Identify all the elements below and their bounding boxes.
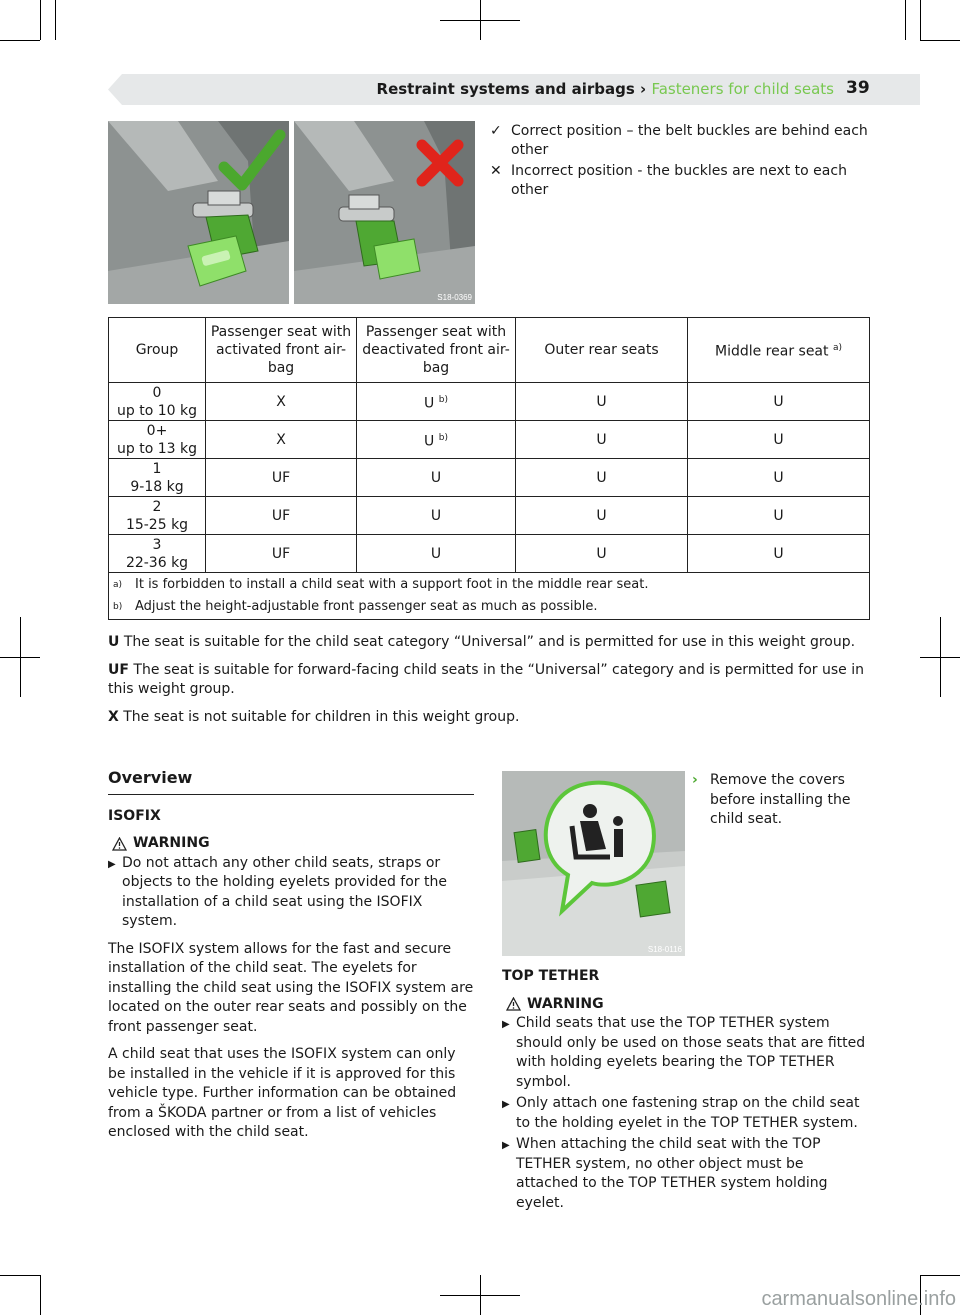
column-header: Outer rear seats xyxy=(516,318,688,383)
page-number: 39 xyxy=(846,78,870,98)
cross-icon: ✕ xyxy=(490,163,502,179)
table-cell: U xyxy=(688,383,870,421)
table-footnotes-row xyxy=(109,573,870,620)
group-weight: up to 10 kg xyxy=(117,402,197,419)
definition-text: The seat is suitable for forward-facing child seats in the “Universal” category and is permitted for use in this weight group. xyxy=(108,662,864,697)
table-cell: U xyxy=(688,421,870,459)
crop-mark xyxy=(480,0,481,40)
group-number: 2 xyxy=(152,498,162,515)
cross-mark-icon xyxy=(412,135,468,191)
table-row xyxy=(109,535,870,573)
table-cell: U xyxy=(357,497,516,535)
table-row xyxy=(109,497,870,535)
instruction-item xyxy=(692,771,870,830)
paragraph: A child seat that uses the ISOFIX system can only be installed in the vehicle if it is approved for this vehicle type. Further information can be obtained from a ŠKODA partner or from a list of vehicles enclosed with the child seat. xyxy=(108,1046,457,1140)
overview-section xyxy=(108,768,474,1143)
warning-label xyxy=(506,995,870,1015)
warning-item xyxy=(502,1014,870,1092)
group-cell xyxy=(109,497,206,535)
table-cell xyxy=(357,383,516,421)
table-header-row xyxy=(109,318,870,383)
definition-text: The seat is not suitable for children in this weight group. xyxy=(118,709,520,725)
definition-term: U xyxy=(108,634,120,650)
group-number: 0+ xyxy=(146,422,168,439)
bullet-arrow-icon: ▶ xyxy=(502,1019,510,1030)
group-cell xyxy=(109,383,206,421)
table-row xyxy=(109,421,870,459)
breadcrumb-separator: › xyxy=(640,80,647,98)
belt-correct-photo xyxy=(108,121,289,304)
group-weight: 22-36 kg xyxy=(125,554,189,571)
bullet-arrow-icon: ▶ xyxy=(108,858,116,870)
table-cell: U xyxy=(688,459,870,497)
group-cell xyxy=(109,421,206,459)
crop-mark xyxy=(20,617,21,697)
warning-text: WARNING xyxy=(527,995,604,1012)
warning-item xyxy=(502,1135,870,1213)
footnote xyxy=(113,596,865,618)
warning-item-text: When attaching the child seat with the TOP TETHER system, no other object must be attached to the TOP TETHER system holding eyelet. xyxy=(516,1136,828,1211)
crop-mark xyxy=(55,0,56,40)
group-cell xyxy=(109,535,206,573)
image-code: S18-0369 xyxy=(437,293,472,302)
crop-mark xyxy=(920,0,921,40)
bullet-arrow-icon: ▶ xyxy=(502,1099,510,1110)
footnote-text: Adjust the height-adjustable front passenger seat as much as possible. xyxy=(135,599,598,614)
warning-triangle-icon xyxy=(506,997,521,1011)
paragraph: The ISOFIX system allows for the fast and secure installation of the child seat. The eyelets for installing the child seat using the ISOFIX system are located on the outer rear seats and possibly on the front passenger seat. xyxy=(108,940,474,1035)
crop-mark xyxy=(940,617,941,697)
definition-text: The seat is suitable for the child seat category “Universal” and is permitted for use in this weight group. xyxy=(119,634,856,650)
table-cell: U xyxy=(516,383,688,421)
table-row xyxy=(109,459,870,497)
instruction-text: Remove the covers before installing the child seat. xyxy=(710,772,851,827)
table-cell: X xyxy=(206,383,357,421)
isofix-title: ISOFIX xyxy=(108,807,161,824)
table-footnotes xyxy=(109,573,870,620)
column-header xyxy=(688,318,870,383)
legend-correct xyxy=(490,122,870,160)
cell-value: U xyxy=(424,433,435,450)
footnote-mark: a) xyxy=(113,580,123,590)
column-header: Group xyxy=(109,318,206,383)
bullet-arrow-icon: ▶ xyxy=(502,1140,510,1151)
breadcrumb xyxy=(377,80,834,98)
breadcrumb-subsection: Fasteners for child seats xyxy=(651,80,834,98)
group-weight: 15-25 kg xyxy=(125,516,189,533)
footnote-ref: b) xyxy=(438,432,448,443)
table-cell: UF xyxy=(206,535,357,573)
group-cell xyxy=(109,459,206,497)
legend-text: Incorrect position - the buckles are next to each other xyxy=(511,163,847,198)
legend-incorrect xyxy=(490,162,870,200)
table-cell: UF xyxy=(206,459,357,497)
legend-text: Correct position – the belt buckles are behind each other xyxy=(511,123,868,158)
crop-mark xyxy=(0,1275,40,1276)
crop-mark xyxy=(480,1275,481,1315)
column-header: Passenger seat with activated front air-bag xyxy=(206,318,357,383)
warning-item-text: Do not attach any other child seats, straps or objects to the holding eyelets provided for the installation of a child seat using the ISOFIX system. xyxy=(122,854,447,929)
warning-item xyxy=(502,1094,870,1133)
table-cell: U xyxy=(516,535,688,573)
crop-mark xyxy=(40,1275,41,1315)
definition-term: UF xyxy=(108,662,129,678)
table-cell: U xyxy=(688,497,870,535)
watermark: carmanualsonline.info xyxy=(761,1288,956,1310)
table-cell: U xyxy=(357,459,516,497)
footnote-text: It is forbidden to install a child seat with a support foot in the middle rear seat. xyxy=(135,577,649,592)
top-tether-section xyxy=(502,967,870,1213)
definition-uf xyxy=(108,661,868,699)
column-header-text: Middle rear seat xyxy=(714,343,829,360)
breadcrumb-section: Restraint systems and airbags xyxy=(376,80,635,98)
group-weight: 9-18 kg xyxy=(130,478,184,495)
table-row xyxy=(109,383,870,421)
group-number: 1 xyxy=(152,460,162,477)
footnote xyxy=(113,574,865,596)
isofix-photo xyxy=(502,771,685,956)
footnote-ref: a) xyxy=(832,343,842,354)
belt-incorrect-photo xyxy=(294,121,475,304)
definition-u xyxy=(108,633,868,652)
table-cell xyxy=(357,421,516,459)
check-mark-icon xyxy=(216,127,286,197)
cell-value: U xyxy=(424,395,435,412)
column-header: Passenger seat with deactivated front air-bag xyxy=(357,318,516,383)
image-code: S18-0116 xyxy=(647,945,682,954)
crop-mark xyxy=(920,1275,960,1276)
child-seat-table xyxy=(108,317,870,620)
definition-term: X xyxy=(108,709,119,725)
definition-x xyxy=(108,708,868,727)
top-tether-title: TOP TETHER xyxy=(502,968,600,984)
crop-mark xyxy=(920,40,960,41)
table-cell: U xyxy=(688,535,870,573)
table-cell: U xyxy=(516,459,688,497)
warning-triangle-icon xyxy=(112,837,127,851)
group-number: 0 xyxy=(152,384,162,401)
table-cell: X xyxy=(206,421,357,459)
warning-item xyxy=(108,854,474,932)
group-number: 3 xyxy=(152,536,162,553)
table-cell: UF xyxy=(206,497,357,535)
warning-text: WARNING xyxy=(133,835,210,851)
chevron-right-icon: › xyxy=(692,772,698,788)
table-cell: U xyxy=(516,497,688,535)
footnote-ref: b) xyxy=(438,394,448,405)
table-cell: U xyxy=(516,421,688,459)
crop-mark xyxy=(905,0,906,40)
footnote-mark: b) xyxy=(113,602,123,612)
crop-mark xyxy=(0,40,40,41)
instruction-step xyxy=(692,771,870,830)
warning-item-text: Only attach one fastening strap on the child seat to the holding eyelet in the TOP TETHER system. xyxy=(516,1095,860,1131)
table-cell: U xyxy=(357,535,516,573)
check-icon: ✓ xyxy=(490,123,502,139)
crop-mark xyxy=(40,0,41,40)
section-heading: Overview xyxy=(108,768,474,795)
group-weight: up to 13 kg xyxy=(117,440,197,457)
warning-label xyxy=(112,834,474,854)
warning-item-text: Child seats that use the TOP TETHER system should only be used on those seats that are fitted with holding eyelets bearing the TOP TETHER symbol. xyxy=(516,1015,866,1090)
